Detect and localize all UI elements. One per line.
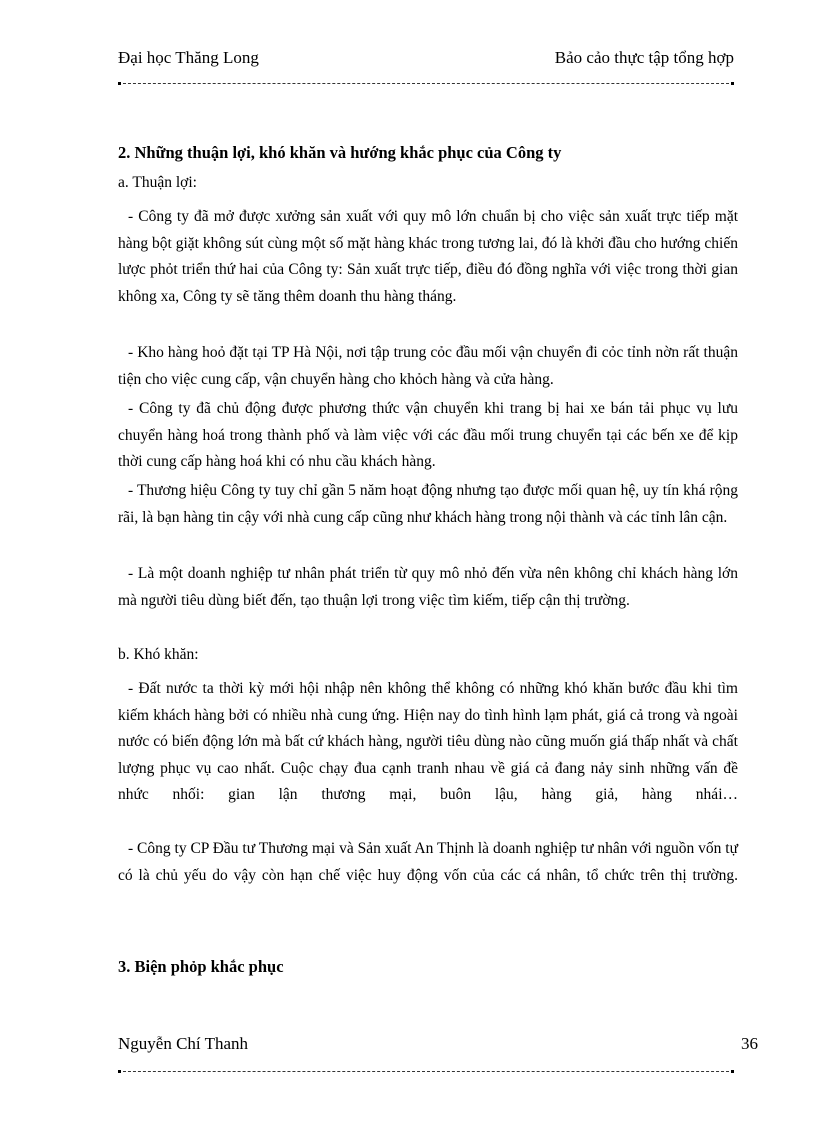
advantage-paragraph-5: - Là một doanh nghiệp tư nhân phát triển từ quy mô nhỏ đến vừa nên không chỉ khách hàng lớn mà người tiêu dùng biết đến, tạo thuận lợi trong việc tìm kiếm, tiếp cận thị trường.: [118, 565, 738, 609]
page-header: [118, 48, 734, 72]
footer-divider: [118, 1071, 734, 1072]
footer-author: Nguyễn Chí Thanh: [118, 1034, 249, 1053]
difficulty-paragraph-1: - Đất nước ta thời kỳ mới hội nhập nên không thể không có những khó khăn bước đầu khi tìm kiếm khách hàng bởi có nhiều nhà cung ứng. Hiện nay do tình hình lạm phát, giá cả trong và ngoài nước có biến động lớn mà bất cứ khách hàng, người tiêu dùng nào cũng muốn giá thấp nhất và chất lượng phục vụ cao nhất. Cuộc chạy đua cạnh tranh nhau về giá cả đang nảy sinh những vấn đề nhức nhối: gian lận thương mại, buôn lậu, hàng giả, hàng nhái…: [118, 680, 738, 803]
page-number: 36: [741, 1034, 758, 1053]
header-divider: [118, 83, 734, 84]
advantage-paragraph-2: - Kho hàng hoỏ đặt tại TP Hà Nội, nơi tập trung cỏc đầu mối vận chuyển đi cỏc tỉnh nờn rất thuận tiện cho việc cung cấp, vận chuyển hàng cho khỏch hàng và cửa hàng.: [118, 344, 738, 388]
page-footer: [118, 1034, 758, 1056]
advantage-paragraph-3: - Công ty đã chủ động được phương thức vận chuyển khi trang bị hai xe bán tải phục vụ lưu chuyển hàng hoá trong thành phố và làm việc với các đầu mối trung chuyển tại các bến xe để kịp thời cung cấp hàng hoá khi có nhu cầu khách hàng.: [118, 400, 738, 470]
advantage-paragraph-4: - Thương hiệu Công ty tuy chỉ gần 5 năm hoạt động nhưng tạo được mối quan hệ, uy tín khá rộng rãi, là bạn hàng tin cậy với nhà cung cấp cũng như khách hàng trong nội thành và các tỉnh lân cận.: [118, 482, 738, 526]
section-2-title: 2. Những thuận lợi, khó khăn và hướng khắc phục của Công ty: [118, 143, 562, 162]
difficulty-paragraph-2: - Công ty CP Đầu tư Thương mại và Sản xuất An Thịnh là doanh nghiệp tư nhân với nguồn vốn tự có là chủ yếu do vậy còn hạn chế việc huy động vốn của các cá nhân, tổ chức trên thị trường.: [118, 840, 738, 884]
header-report-title: Bảo cảo thực tập tổng hợp: [554, 48, 734, 67]
section-3-title: 3. Biện phỏp khắc phục: [118, 957, 284, 976]
advantage-paragraph-1: - Công ty đã mở được xưởng sản xuất với quy mô lớn chuẩn bị cho việc sản xuất trực tiếp mặt hàng bột giặt không sút cùng một số mặt hàng khác trong tương lai, đó là khởi đầu cho hướng chiến lược phỏt triển thứ hai của Công ty: Sản xuất trực tiếp, điều đó đồng nghĩa với việc trong thời gian không xa, Công ty sẽ tăng thêm doanh thu hàng tháng.: [118, 208, 738, 305]
subsection-b-label: b. Khó khăn:: [118, 646, 199, 663]
header-university: Đại học Thăng Long: [118, 48, 259, 67]
subsection-a-label: a. Thuận lợi:: [118, 174, 197, 191]
